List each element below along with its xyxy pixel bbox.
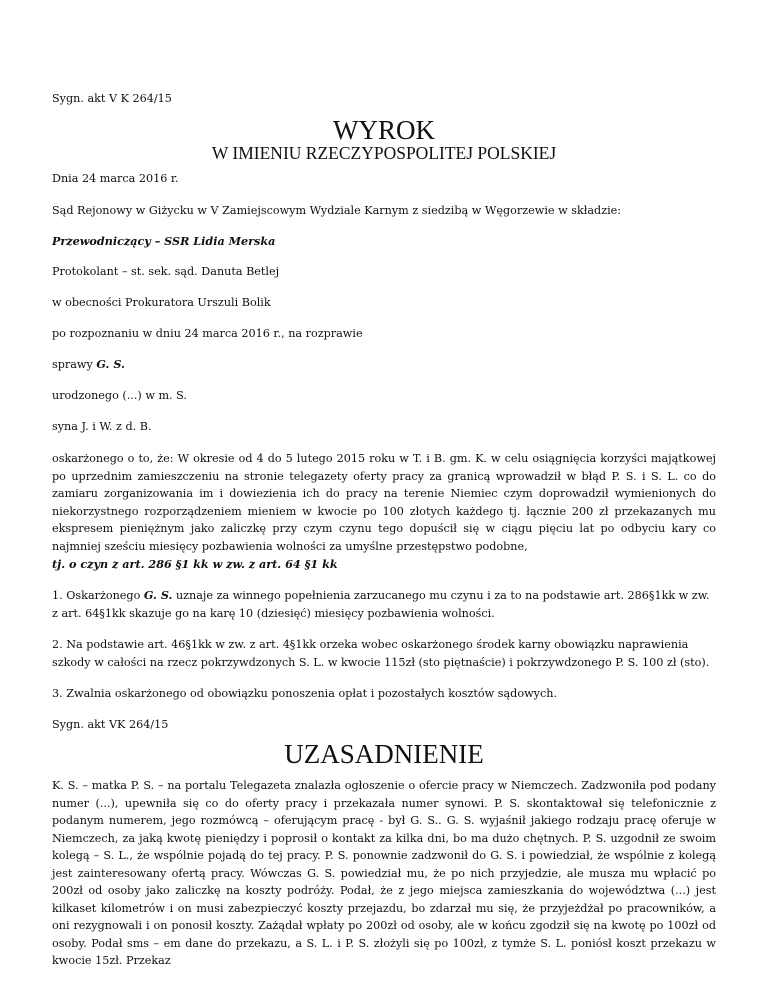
verdict-item-1-number: 1. <box>52 589 63 602</box>
presiding-judge: Przewodniczący – SSR Lidia Merska <box>52 234 276 248</box>
case-prefix: sprawy <box>52 358 97 371</box>
justification-text: K. S. – matka P. S. – na portalu Telegazeta znalazła ogłoszenie o ofercie pracy w Niemczech. Zadzwoniła pod podany numer (...), upewniła się co do oferty pracy i przekazała numer synowi. P. S. skontaktował się telefonicznie z podanym numerem, jego rozmówcą – oferującym pracę - był G. S.. G. S. wyjaśnił jakiego rodzaju pracę oferuje w Niemczech, za jaką kwotę pieniędzy i poprosił o kontakt za kilka dni, bo ma dużo chętnych. P. S. uzgodnił ze swoim kolegą – S. L., że wspólnie pojadą do tej pracy. P. S. ponownie zadzwonił do G. S. i powiedział, że wspólnie z kolegą jest zainteresowany ofertą pracy. Wówczas G. S. powiedział mu, że po nich przyjedzie, ale musza mu wpłacić po 200zł od osoby jako zaliczkę na koszty podróży. Podał, że z jego miejsca zamieszkania do województwa (...) jest kilkaset kilometrów i on musi zabezpieczyć koszty przejazdu, bo zdarzał mu się, że przyjeżdżał po pracowników, a oni rezygnowali i on ponosił koszty. Zażądał wpłaty po 200zł od osoby, ale w końcu zgodził się na kwotę po 100zł od osoby. Podał sms – em dane do przekazu, a S. L. i P. S. złożyli się po 100zł, z tymże S. L. poniósł koszt przekazu w kwocie 15zł. Przekaz <box>52 779 716 967</box>
case-signature: Sygn. akt V K 264/15 <box>52 92 172 105</box>
verdict-item-2: 2. Na podstawie art. 46§1kk w zw. z art. 4§1kk orzeka wobec oskarżonego środek karny obowiązku naprawienia szkody w całości na rzecz pokrzywdzonych S. L. w kwocie 115zł (sto piętnaście) i pokrzywdzonego P. S. 100 zł (sto). <box>52 638 710 669</box>
verdict-item-1-text: uznaje za winnego popełnienia zarzucanego mu czynu i za to na podstawie art. 286§1kk w zw. z art. 64§1kk skazuje go na karę 10 (dziesięć) miesięcy pozbawienia wolności. <box>52 589 710 620</box>
hearing-date: po rozpoznaniu w dniu 24 marca 2016 r., na rozprawie <box>52 327 363 340</box>
prosecutor: w obecności Prokuratora Urszuli Bolik <box>52 296 271 309</box>
justification-title: UZASADNIENIE <box>284 739 484 769</box>
court-clerk: Protokolant – st. sek. sąd. Danuta Betlej <box>52 265 280 278</box>
case-of <box>52 356 716 374</box>
defendant-name: G. S. <box>96 357 125 371</box>
verdict-item-1-prefix: Oskarżonego <box>66 589 144 602</box>
defendant-birth: urodzonego (...) w m. S. <box>52 389 187 402</box>
accusation-text: oskarżonego o to, że: W okresie od 4 do 5 lutego 2015 roku w T. i B. gm. K. w celu osiągnięcia korzyści majątkowej po uprzednim zamieszczeniu na stronie telegazety oferty pracy za granicą wprowadził w błąd P. S. i S. L. co do zamiaru zorganizowania im i dowiezienia ich do pracy na terenie Niemiec czym doprowadził wymienionych do niekorzystnego rozporządzeniem mieniem w kwocie po 100 złotych każdego tj. łącznie 200 zł przekazanych mu ekspresem pieniężnym jako zaliczkę przy czym czynu tego dopuścił się w ciągu pięciu lat po odbyciu kary co najmniej sześciu miesięcy pozbawienia wolności za umyślne przestępstwo podobne, <box>52 452 716 553</box>
verdict-title: WYROK <box>333 115 435 145</box>
verdict-item-1-name: G. S. <box>143 588 173 602</box>
verdict-date: Dnia 24 marca 2016 r. <box>52 172 179 185</box>
court-composition: Sąd Rejonowy w Giżycku w V Zamiejscowym Wydziale Karnym z siedzibą w Węgorzewie w składzie: <box>52 204 622 217</box>
verdict-subtitle: W IMIENIU RZECZYPOSPOLITEJ POLSKIEJ <box>211 143 557 163</box>
defendant-parents: syna J. i W. z d. B. <box>52 420 152 433</box>
verdict-item-3: 3. Zwalnia oskarżonego od obowiązku ponoszenia opłat i pozostałych kosztów sądowych. <box>52 687 557 700</box>
verdict-item-1 <box>52 587 716 622</box>
legal-basis: tj. o czyn z art. 286 §1 kk w zw. z art. 64 §1 kk <box>52 557 338 571</box>
justification-signature: Sygn. akt VK 264/15 <box>52 718 169 731</box>
